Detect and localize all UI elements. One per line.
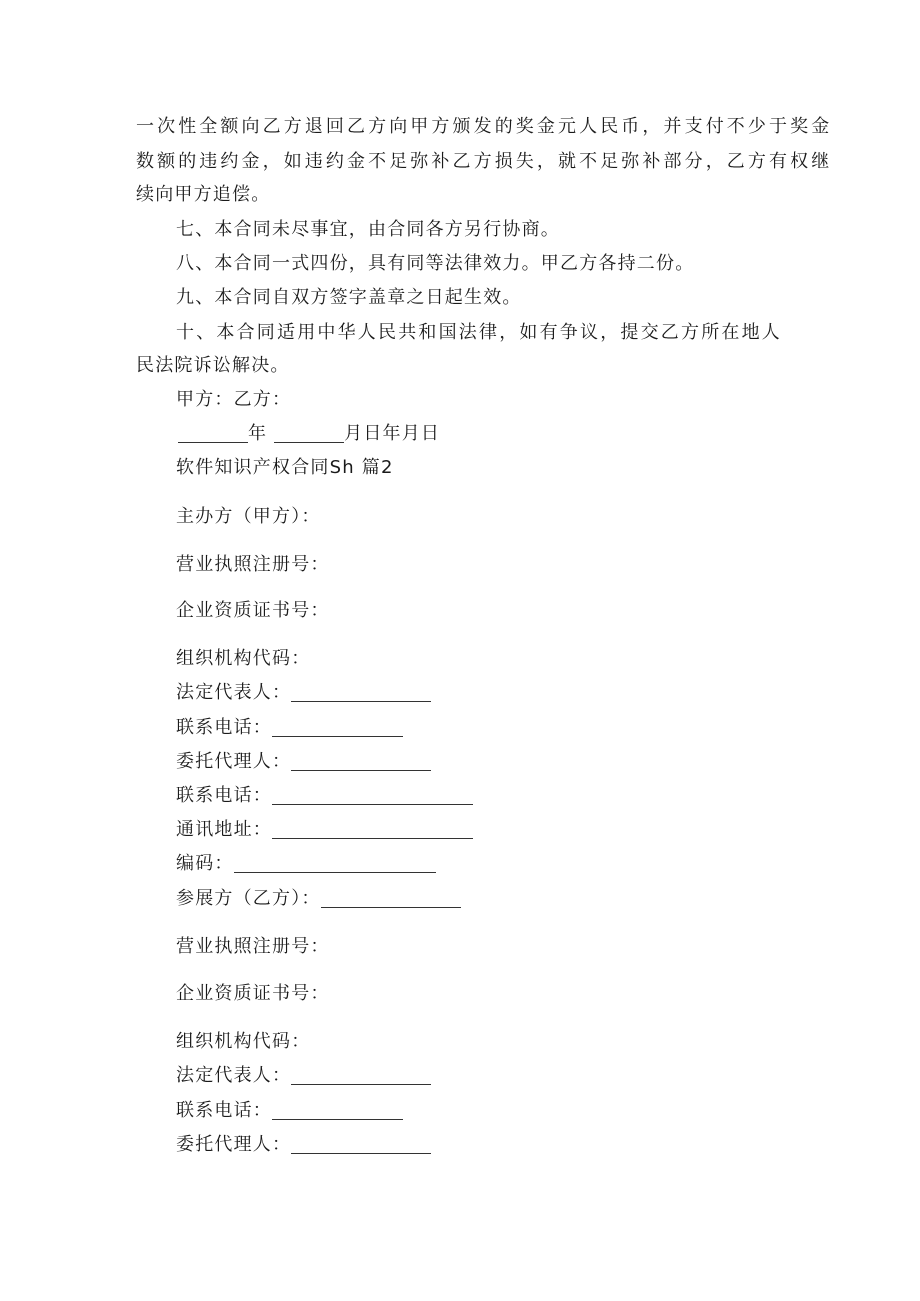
year-blank	[178, 424, 248, 443]
agent-label: 委托代理人：	[176, 1134, 292, 1155]
organizer-qualification-label: 企业资质证书号：	[176, 600, 330, 621]
agent-label: 委托代理人：	[176, 751, 292, 772]
phone-blank	[272, 1101, 403, 1120]
paragraph-line: 一次性全额向乙方退回乙方向甲方颁发的奖金元人民币，并支付不少于奖金	[136, 116, 833, 137]
phone-label: 联系电话：	[176, 717, 272, 738]
organizer-agent-field	[176, 751, 431, 773]
paragraph-line: 数额的违约金，如违约金不足弥补乙方损失，就不足弥补部分，乙方有权继	[136, 151, 833, 172]
legal-rep-label: 法定代表人：	[176, 682, 292, 703]
exhibitor-legal-rep-field	[176, 1065, 431, 1087]
phone-blank	[272, 718, 403, 737]
postcode-blank	[234, 854, 436, 873]
exhibitor-phone-field	[176, 1100, 403, 1122]
organizer-legal-rep-field	[176, 682, 431, 704]
clause-9: 九、本合同自双方签字盖章之日起生效。	[176, 287, 522, 308]
organizer-title: 主办方（甲方）：	[176, 506, 321, 527]
clause-10: 十、本合同适用中华人民共和国法律，如有争议，提交乙方所在地人	[176, 322, 782, 343]
year-label: 年	[248, 423, 268, 444]
organizer-phone-field	[176, 717, 403, 739]
organizer-license-label: 营业执照注册号：	[176, 554, 330, 575]
exhibitor-org-code-label: 组织机构代码：	[176, 1031, 311, 1052]
exhibitor-license-label: 营业执照注册号：	[176, 936, 330, 957]
date-rest-label: 月日年月日	[344, 423, 441, 444]
organizer-org-code-label: 组织机构代码：	[176, 648, 311, 669]
exhibitor-qualification-label: 企业资质证书号：	[176, 983, 330, 1004]
exhibitor-agent-field	[176, 1134, 431, 1156]
postcode-label: 编码：	[176, 853, 234, 874]
section-title: 软件知识产权合同Sh 篇2	[176, 457, 394, 478]
address-blank	[272, 820, 473, 839]
legal-rep-blank	[291, 1066, 431, 1085]
date-line	[178, 423, 440, 445]
paragraph-line: 续向甲方追偿。	[136, 184, 271, 205]
agent-blank	[291, 1135, 431, 1154]
organizer-address-field	[176, 819, 473, 841]
signature-parties: 甲方：乙方：	[176, 389, 292, 410]
clause-7: 七、本合同未尽事宜，由合同各方另行协商。	[176, 219, 560, 240]
exhibitor-blank	[321, 889, 461, 908]
agent-blank	[291, 752, 431, 771]
phone-label: 联系电话：	[176, 1100, 272, 1121]
organizer-phone2-field	[176, 785, 473, 807]
exhibitor-title-field	[176, 888, 461, 910]
phone2-blank	[272, 786, 473, 805]
month-blank	[274, 424, 344, 443]
clause-10-cont: 民法院诉讼解决。	[136, 355, 290, 376]
legal-rep-blank	[291, 683, 431, 702]
phone2-label: 联系电话：	[176, 785, 272, 806]
exhibitor-title: 参展方（乙方）：	[176, 888, 321, 909]
legal-rep-label: 法定代表人：	[176, 1065, 292, 1086]
clause-8: 八、本合同一式四份，具有同等法律效力。甲乙方各持二份。	[176, 253, 695, 274]
organizer-postcode-field	[176, 853, 436, 875]
address-label: 通讯地址：	[176, 819, 272, 840]
